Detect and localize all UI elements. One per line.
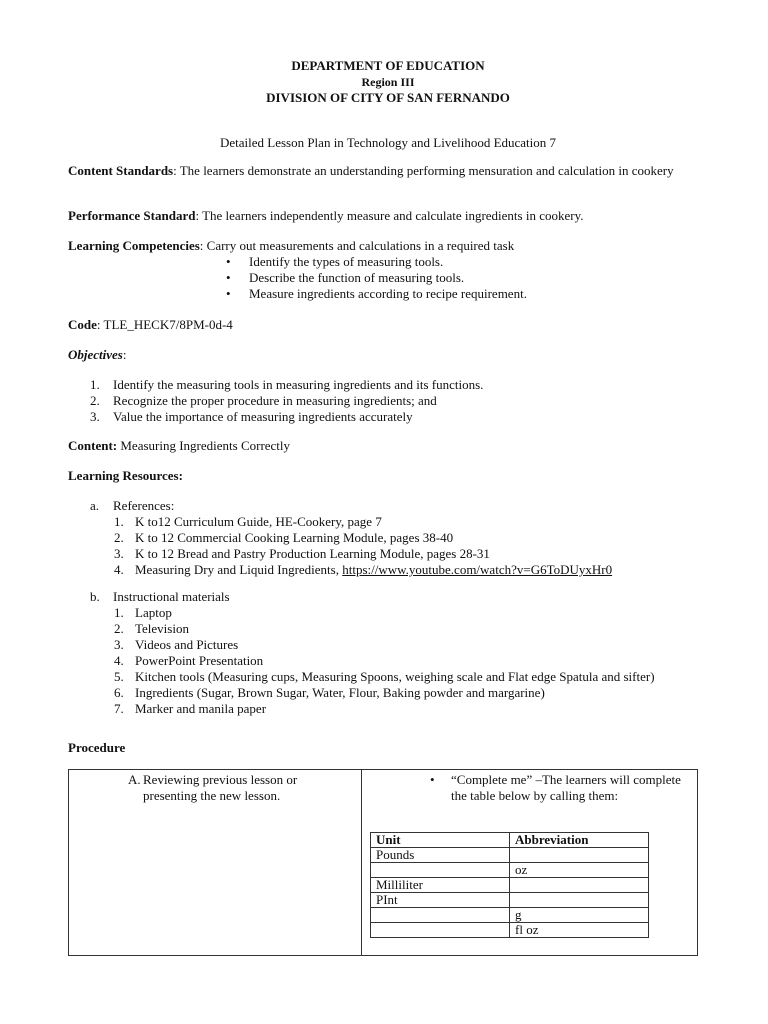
content-line (68, 438, 708, 454)
item-number: 3. (114, 637, 124, 652)
table-cell (510, 848, 649, 863)
learning-competencies (68, 238, 708, 302)
objectives-label: Objectives (68, 347, 123, 362)
list-item (68, 546, 708, 562)
step-letter: A. (128, 772, 141, 787)
item-number: 2. (114, 621, 124, 636)
procedure-table (68, 769, 698, 956)
item-number: 3. (90, 409, 100, 424)
table-row (371, 863, 649, 878)
step-text: Reviewing previous lesson or presenting the new lesson. (143, 772, 298, 803)
content-label: Content: (68, 438, 118, 453)
item-letter: b. (90, 589, 100, 604)
item-number: 3. (114, 546, 124, 561)
item-number: 4. (114, 653, 124, 668)
item-text: Videos and Pictures (135, 637, 239, 652)
table-cell (371, 908, 510, 923)
content-standards-label: Content Standards (68, 163, 174, 178)
table-cell: g (510, 908, 649, 923)
item-number: 4. (114, 562, 124, 577)
item-text: K to 12 Commercial Cooking Learning Module, pages 38-40 (135, 530, 454, 545)
item-number: 1. (114, 605, 124, 620)
learning-competencies-text: : Carry out measurements and calculations in a required task (199, 238, 515, 253)
bullet-icon: • (430, 772, 435, 787)
competency-list (68, 254, 708, 302)
table-cell (510, 878, 649, 893)
table-cell: Pounds (371, 848, 510, 863)
table-row (371, 848, 649, 863)
list-item (68, 393, 708, 409)
table-cell: Milliliter (371, 878, 510, 893)
item-letter: a. (90, 498, 100, 513)
list-item: • Identify the types of measuring tools. (68, 254, 708, 270)
department-title: DEPARTMENT OF EDUCATION (291, 58, 485, 73)
list-item: • Measure ingredients according to recipe requirement. (68, 286, 708, 302)
objectives-colon: : (122, 347, 127, 362)
youtube-link[interactable]: https://www.youtube.com/watch?v=G6ToDUyxHr0 (342, 562, 613, 577)
item-number: 2. (114, 530, 124, 545)
materials-heading (68, 589, 708, 605)
performance-standard-text: : The learners independently measure and calculate ingredients in cookery. (195, 208, 584, 223)
list-item (68, 621, 708, 637)
region-label: Region III (361, 75, 415, 89)
item-text: Kitchen tools (Measuring cups, Measuring Spoons, weighing scale and Flat edge Spatula and sifter) (135, 669, 655, 684)
references-section (68, 498, 708, 578)
objectives-heading (68, 347, 708, 363)
table-cell: oz (510, 863, 649, 878)
procedure-label: Procedure (68, 740, 126, 755)
units-table (370, 832, 649, 938)
item-number: 2. (90, 393, 100, 408)
column-header-abbreviation: Abbreviation (510, 833, 649, 848)
list-item (68, 514, 708, 530)
table-header-row (371, 833, 649, 848)
activity-text-block (430, 772, 681, 804)
list-item (68, 377, 708, 393)
content-standards-text: : The learners demonstrate an understanding performing mensuration and calculation in cookery (173, 163, 674, 178)
table-row (371, 908, 649, 923)
objectives-list (68, 377, 708, 425)
item-number: 5. (114, 669, 124, 684)
code-text: : TLE_HECK7/8PM-0d-4 (96, 317, 233, 332)
list-item (68, 637, 708, 653)
item-text: Measuring Dry and Liquid Ingredients, (135, 562, 343, 577)
code-line (68, 317, 708, 333)
content-standards (68, 163, 708, 179)
list-item (68, 653, 708, 669)
item-text: References: (113, 498, 175, 513)
lesson-plan-title: Detailed Lesson Plan in Technology and Livelihood Education 7 (219, 135, 557, 150)
item-text: K to 12 Bread and Pastry Production Learning Module, pages 28-31 (135, 546, 490, 561)
table-cell: PInt (371, 893, 510, 908)
item-text: Laptop (135, 605, 172, 620)
list-item (68, 409, 708, 425)
learning-competencies-label: Learning Competencies (68, 238, 200, 253)
table-row (371, 878, 649, 893)
list-item: • Describe the function of measuring tools. (68, 270, 708, 286)
code-label: Code (68, 317, 97, 332)
table-cell: fl oz (510, 923, 649, 938)
item-text: Value the importance of measuring ingredients accurately (113, 409, 413, 424)
learning-resources-label: Learning Resources: (68, 468, 183, 483)
procedure-step (128, 772, 343, 804)
item-text: Ingredients (Sugar, Brown Sugar, Water, Flour, Baking powder and margarine) (135, 685, 545, 700)
item-text: PowerPoint Presentation (135, 653, 264, 668)
list-item (68, 605, 708, 621)
column-header-unit: Unit (371, 833, 510, 848)
procedure-step-cell (69, 770, 362, 955)
item-number: 6. (114, 685, 124, 700)
item-number: 1. (90, 377, 100, 392)
materials-section (68, 589, 708, 717)
item-text: Identify the measuring tools in measuring ingredients and its functions. (113, 377, 484, 392)
list-item (68, 685, 708, 701)
list-item (68, 530, 708, 546)
document-header (68, 58, 708, 106)
procedure-activity-cell (362, 770, 697, 955)
list-item (68, 701, 708, 717)
item-text: Television (135, 621, 189, 636)
item-text: Recognize the proper procedure in measuring ingredients; and (113, 393, 437, 408)
item-number: 1. (114, 514, 124, 529)
division-title: DIVISION OF CITY OF SAN FERNANDO (266, 90, 510, 105)
performance-standard-label: Performance Standard (68, 208, 196, 223)
procedure-heading (68, 740, 708, 756)
content-text: Measuring Ingredients Correctly (117, 438, 291, 453)
item-text: Marker and manila paper (135, 701, 267, 716)
table-cell (371, 863, 510, 878)
learning-resources-heading (68, 468, 708, 484)
table-cell (371, 923, 510, 938)
item-text: K to12 Curriculum Guide, HE-Cookery, page 7 (135, 514, 382, 529)
item-text: Instructional materials (113, 589, 230, 604)
references-heading (68, 498, 708, 514)
activity-text: “Complete me” –The learners will complete the table below by calling them: (451, 772, 681, 803)
table-row (371, 893, 649, 908)
table-row (371, 923, 649, 938)
table-cell (510, 893, 649, 908)
list-item (68, 562, 708, 578)
item-number: 7. (114, 701, 124, 716)
list-item (68, 669, 708, 685)
performance-standard (68, 208, 708, 224)
